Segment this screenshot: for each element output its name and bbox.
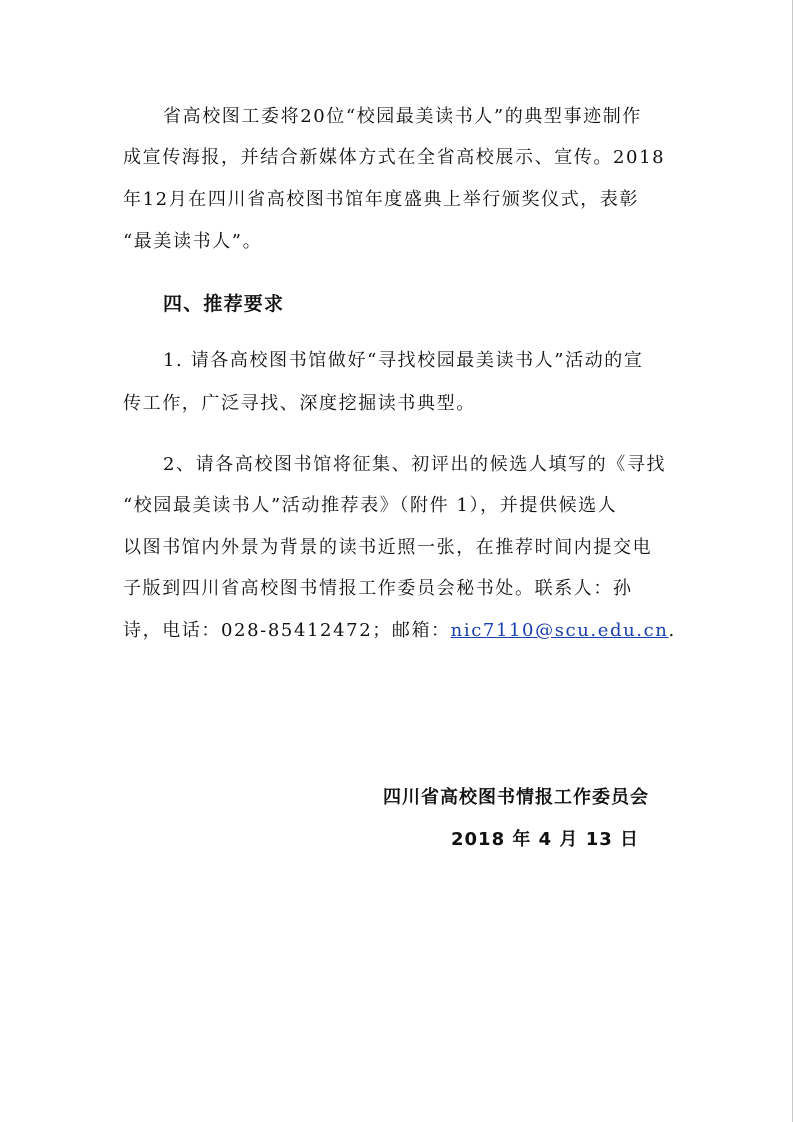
paragraph-line: 省高校图工委将20位“校园最美读书人”的典型事迹制作 xyxy=(163,106,642,127)
contact-line xyxy=(123,620,676,642)
contact-suffix: . xyxy=(668,620,676,641)
list-item-line: 传工作，广泛寻找、深度挖掘读书典型。 xyxy=(123,393,476,414)
signature-date: 2018 年 4 月 13 日 xyxy=(451,829,640,850)
list-item-line: 1. 请各高校图书馆做好“寻找校园最美读书人”活动的宣 xyxy=(163,350,644,371)
paragraph-line: 年12月在四川省高校图书馆年度盛典上举行颁奖仪式，表彰 xyxy=(123,189,640,210)
paragraph-line: “最美读书人”。 xyxy=(123,231,263,252)
section-heading: 四、推荐要求 xyxy=(163,293,285,315)
list-item-line: 以图书馆内外景为背景的读书近照一张，在推荐时间内提交电 xyxy=(123,537,653,558)
list-item-line: 2、请各高校图书馆将征集、初评出的候选人填写的《寻找 xyxy=(163,454,667,475)
list-item-line: 子版到四川省高校图书情报工作委员会秘书处。联系人：孙 xyxy=(123,578,633,599)
email-link[interactable]: nic7110@scu.edu.cn xyxy=(450,620,669,641)
list-item-line: “校园最美读书人”活动推荐表》（附件 1），并提供候选人 xyxy=(123,495,618,516)
contact-text: 诗，电话：028-85412472；邮箱： xyxy=(123,620,451,641)
paragraph-line: 成宣传海报，并结合新媒体方式在全省高校展示、宣传。2018 xyxy=(123,147,666,168)
signature-organization: 四川省高校图书情报工作委员会 xyxy=(383,787,649,808)
